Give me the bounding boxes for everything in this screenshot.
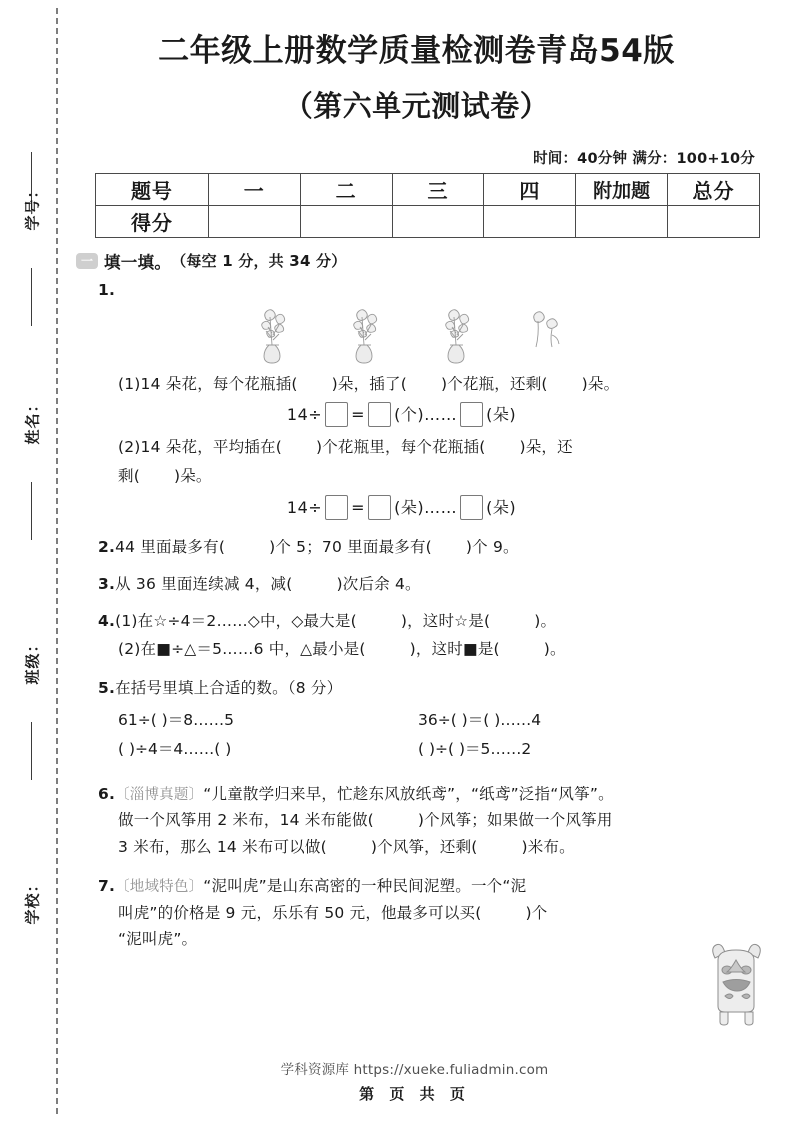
question-3-number: 3. [98,575,116,594]
question-2 [70,534,793,561]
field-label-name: 姓名： [23,396,42,445]
question-5-row-2 [70,735,793,764]
q4-sub1-a: (1)在☆÷4＝2……◇中，◇最大是( [115,611,357,630]
footer-source [70,1058,793,1078]
q1-sub1-part-c: )个花瓶，还剩( [440,375,548,394]
score-table-col-3: 四 [484,173,576,205]
score-cell-5[interactable] [668,205,760,237]
score-table-col-5: 总分 [668,173,760,205]
score-table-col-0: 一 [208,173,300,205]
q4-sub2-b: )，这时■是( [409,640,500,659]
answer-box[interactable] [460,402,483,427]
q1-sub2-line2-b: )朵。 [173,466,212,485]
q1-eq2-unit2: (朵) [486,498,517,518]
q1-eq1-equals: = [351,405,366,425]
footer-source-label: 学科资源库 [280,1062,350,1078]
question-7-line1 [98,873,693,900]
q1-sub1-part-d: )朵。 [581,375,620,394]
q1-eq1-unit2: (朵) [486,405,517,425]
question-2-number: 2. [98,538,116,557]
answer-box[interactable] [460,495,483,520]
answer-box[interactable] [325,402,348,427]
question-4-sub1 [98,608,767,635]
score-table [95,173,760,238]
q6-line2-b: )个风筝；如果做一个风筝用 [417,811,613,830]
margin-rule-2 [31,268,32,326]
exam-page [70,0,793,1122]
question-3 [70,571,793,598]
q4-sub2-a: (2)在■÷△＝5……6 中，△最小是( [118,640,366,659]
margin-rule-3 [31,482,32,540]
q5-row2-right: ( )÷( )＝5……2 [418,740,532,759]
score-table-col-4: 附加题 [576,173,668,205]
answer-box[interactable] [368,402,391,427]
question-7-line2 [98,900,693,927]
q6-line3-c: )米布。 [521,838,575,857]
q6-line2-a: 做一个风筝用 2 米布，14 米布能做( [118,811,374,830]
score-cell-1[interactable] [300,205,392,237]
answer-box[interactable] [368,495,391,520]
answer-box[interactable] [325,495,348,520]
q6-line1: “儿童散学归来早，忙趁东风放纸鸢”，“纸鸢”泛指“风筝”。 [203,784,614,803]
binding-margin [0,0,70,1122]
q2-text-b: )个 5；70 里面最多有( [269,538,432,557]
q1-eq2-equals: = [351,498,366,518]
score-table-col-1: 二 [300,173,392,205]
page-footer [70,1058,793,1104]
q1-sub2-part-b: )个花瓶里，每个花瓶插( [315,438,486,457]
question-6-line2 [98,807,767,834]
q1-sub2-part-c: )朵，还 [519,438,573,457]
question-1 [70,277,793,304]
question-1-sub2 [70,434,793,489]
flower-vase-icon [434,305,480,367]
loose-flowers-icon [526,305,572,367]
q5-row2-left: ( )÷4＝4……( ) [118,740,232,759]
section-one-header [70,249,793,273]
q1-eq2-unit1: (朵) [394,498,425,518]
q1-eq1-unit1: (个) [394,405,425,425]
q3-text-a: 从 36 里面连续减 4，减( [115,575,293,594]
flower-vase-icon [342,305,388,367]
q1-eq2-lead: 14÷ [286,498,323,518]
question-5 [70,675,793,702]
q1-equation-1 [70,402,793,427]
score-cell-0[interactable] [208,205,300,237]
q4-sub2-c: )。 [543,640,566,659]
margin-rule-4 [31,722,32,780]
q7-line2-a: 叫虎”的价格是 9 元，乐乐有 50 元，他最多可以买( [118,903,482,922]
section-number-badge: 一 [76,253,98,269]
question-4 [70,608,793,663]
score-cell-2[interactable] [392,205,484,237]
question-1-illustration [70,305,793,367]
q5-title: 在括号里填上合适的数。（8 分） [115,679,343,697]
score-table-row-label-1: 得分 [96,205,209,237]
q4-sub1-c: )。 [534,611,557,630]
q5-row1-left: 61÷( )＝8……5 [118,710,234,729]
field-label-student-id: 学号： [23,182,42,231]
q1-sub2-part-a: (2)14 朵花，平均插在( [118,438,282,457]
question-6 [70,781,793,861]
question-7-tag: 〔地域特色〕 [115,878,204,895]
question-5-number: 5. [98,679,116,697]
q3-text-b: )次后余 4。 [336,575,421,594]
section-one-title: 填一填。 [104,252,172,272]
table-row [96,173,760,205]
q1-sub2-line2-a: 剩( [118,466,140,485]
page-subtitle: （第六单元测试卷） [283,88,550,123]
q7-line1: “泥叫虎”是山东高密的一种民间泥塑。一个“泥 [203,876,527,895]
field-label-class: 班级： [23,636,42,685]
q4-sub1-b: )，这时☆是( [400,611,491,630]
question-6-number: 6. [98,784,116,803]
page-title: 二年级上册数学质量检测卷青岛54版 [158,33,675,69]
field-label-school: 学校： [23,876,42,925]
question-1-sub2-line2 [98,463,767,490]
q1-eq2-dots: …… [424,498,458,518]
q1-eq1-dots: …… [424,405,458,425]
footer-page-number: 第 页 共 页 [359,1085,470,1103]
q1-sub1-part-b: )朵，插了( [331,375,407,394]
score-table-col-2: 三 [392,173,484,205]
question-5-row-1 [70,706,793,735]
q2-text-c: )个 9。 [465,538,519,557]
q7-line3: “泥叫虎”。 [118,930,198,949]
flower-vase-icon [250,305,296,367]
q5-row1-right: 36÷( )＝( )……4 [418,710,542,729]
table-row [96,205,760,237]
question-4-sub2 [98,636,767,663]
exam-meta: 时间：40分钟 满分：100+10分 [533,150,755,167]
q1-eq1-lead: 14÷ [286,405,323,425]
question-1-number: 1. [98,280,116,299]
section-one-note: （每空 1 分，共 34 分） [171,252,347,271]
question-6-line3 [98,834,767,861]
question-7-line3 [98,926,693,953]
q1-equation-2 [70,495,793,520]
clay-tiger-icon [703,938,771,1030]
question-6-line1 [98,781,767,808]
score-table-wrapper [70,173,793,238]
q1-sub1-part-a: (1)14 朵花，每个花瓶插( [118,375,298,394]
q6-line3-b: )个风筝，还剩( [370,838,478,857]
question-6-tag: 〔淄博真题〕 [115,786,204,803]
question-7-number: 7. [98,876,116,895]
q6-line3-a: 3 米布，那么 14 米布可以做( [118,838,327,857]
score-cell-3[interactable] [484,205,576,237]
question-7 [70,873,793,953]
score-table-row-label-0: 题号 [96,173,209,205]
question-4-number: 4. [98,611,116,630]
question-1-sub1 [70,371,793,398]
footer-source-url: https://xueke.fuliadmin.com [353,1062,549,1078]
score-cell-4[interactable] [576,205,668,237]
q2-text-a: 44 里面最多有( [115,538,226,557]
q7-line2-b: )个 [525,903,548,922]
perforation-dashed-line [56,8,58,1114]
